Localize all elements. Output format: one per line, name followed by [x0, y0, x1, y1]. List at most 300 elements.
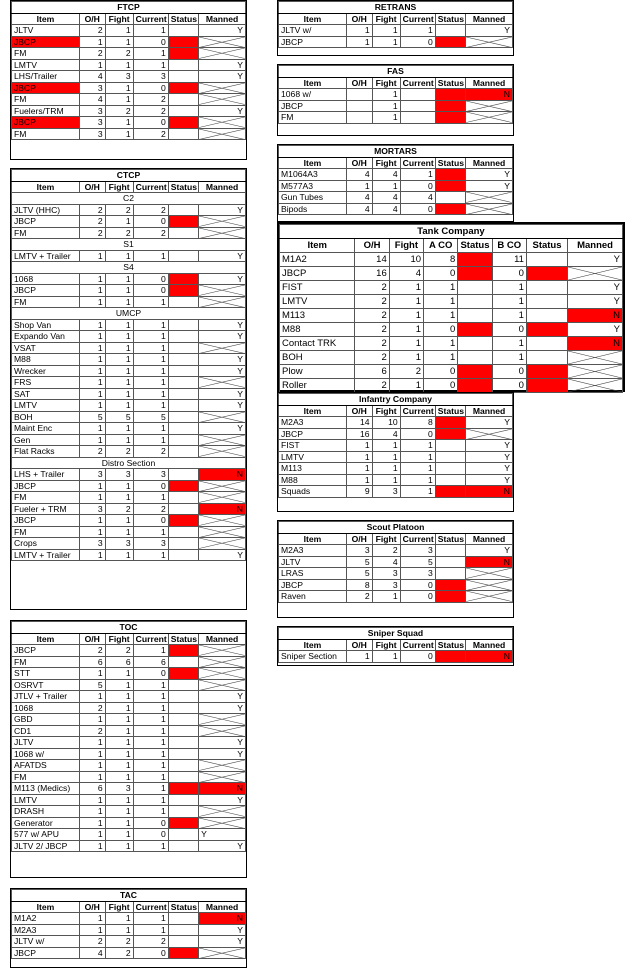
- manned-cell: Y: [199, 423, 246, 435]
- column-header-fight: Fight: [105, 633, 133, 645]
- item-cell: AFATDS: [12, 760, 80, 772]
- item-cell: Flat Racks: [12, 446, 80, 458]
- status-cell: [168, 319, 198, 331]
- current-cell: [400, 89, 435, 101]
- status-cell: [435, 25, 465, 37]
- manned-cell: [199, 526, 246, 538]
- fight-cell: 1: [105, 434, 133, 446]
- fight-cell: 1: [105, 924, 133, 936]
- bco-cell: 0: [492, 267, 526, 281]
- current-cell: 1: [133, 794, 168, 806]
- cross-out-icon: [466, 37, 512, 48]
- status-cell: [168, 82, 198, 94]
- aco-status-cell: [458, 295, 492, 309]
- table-row: [279, 591, 513, 603]
- manned-cell: [199, 227, 246, 239]
- item-cell: M1064A3: [279, 169, 347, 181]
- status-cell: [435, 545, 465, 557]
- current-cell: 1: [133, 725, 168, 737]
- status-cell: [168, 737, 198, 749]
- fight-cell: 1: [105, 771, 133, 783]
- bco-cell: 1: [492, 309, 526, 323]
- aco-cell: 1: [424, 309, 458, 323]
- bco-status-cell: [526, 365, 567, 379]
- cross-out-icon: [199, 515, 245, 526]
- current-cell: 2: [133, 105, 168, 117]
- manned-cell: Y: [199, 250, 246, 262]
- table-row: [279, 25, 513, 37]
- fight-cell: 1: [372, 180, 400, 192]
- current-cell: 5: [400, 556, 435, 568]
- cross-out-icon: [568, 267, 622, 280]
- oh-cell: 3: [79, 105, 105, 117]
- item-cell: FRS: [12, 377, 80, 389]
- oh-cell: 2: [355, 323, 389, 337]
- cross-out-icon: [199, 412, 245, 423]
- aco-status-cell: [458, 267, 492, 281]
- column-header-manned: Manned: [466, 533, 513, 545]
- status-cell: [168, 668, 198, 680]
- manned-cell: [466, 591, 513, 603]
- manned-cell: [199, 817, 246, 829]
- item-cell: Bipods: [279, 203, 347, 215]
- current-cell: 1: [133, 691, 168, 703]
- table-row: [280, 281, 623, 295]
- column-header-current: Current: [400, 533, 435, 545]
- current-cell: 1: [400, 451, 435, 463]
- title-row: [12, 170, 246, 182]
- column-header-item: Item: [279, 13, 347, 25]
- status-cell: [435, 440, 465, 452]
- table-row: [12, 342, 246, 354]
- status-cell: [168, 645, 198, 657]
- item-cell: Roller: [280, 379, 355, 393]
- manned-cell: Y: [199, 25, 246, 37]
- retrans-section: [277, 0, 514, 56]
- column-header-item: Item: [12, 633, 80, 645]
- table-row: [12, 771, 246, 783]
- oh-cell: 1: [79, 771, 105, 783]
- cross-out-icon: [199, 527, 245, 538]
- current-cell: 1: [133, 250, 168, 262]
- item-cell: 1068 w/: [279, 89, 347, 101]
- fight-cell: 1: [105, 725, 133, 737]
- subsection-row: [12, 262, 246, 274]
- oh-cell: 6: [355, 365, 389, 379]
- manned-cell: Y: [466, 474, 513, 486]
- current-cell: 0: [400, 591, 435, 603]
- status-cell: [168, 947, 198, 959]
- title-row: [279, 66, 513, 78]
- manned-cell: [466, 579, 513, 591]
- fas-section: [277, 64, 514, 136]
- oh-cell: 2: [355, 351, 389, 365]
- oh-cell: 1: [346, 180, 372, 192]
- bco-status-cell: [526, 267, 567, 281]
- status-cell: [168, 388, 198, 400]
- table-row: [12, 806, 246, 818]
- status-cell: [168, 679, 198, 691]
- manned-cell: N: [199, 783, 246, 795]
- manned-cell: [199, 377, 246, 389]
- manned-cell: [199, 725, 246, 737]
- column-header-current: Current: [133, 901, 168, 913]
- column-header-status: Status: [435, 13, 465, 25]
- fight-cell: 2: [105, 936, 133, 948]
- manned-cell: [199, 128, 246, 140]
- cross-out-icon: [199, 446, 245, 457]
- current-cell: 2: [133, 446, 168, 458]
- table-row: [12, 434, 246, 446]
- oh-cell: 2: [355, 379, 389, 393]
- table-row: [279, 180, 513, 192]
- status-cell: [435, 203, 465, 215]
- column-header-status: Status: [168, 13, 198, 25]
- fight-cell: 2: [372, 545, 400, 557]
- status-cell: [168, 691, 198, 703]
- cross-out-icon: [199, 216, 245, 227]
- bco-cell: 1: [492, 281, 526, 295]
- bco-status-cell: [526, 379, 567, 393]
- manned-cell: Y: [199, 105, 246, 117]
- table-row: [12, 296, 246, 308]
- bco-status-cell: [526, 281, 567, 295]
- status-cell: [168, 377, 198, 389]
- subsection-title: S1: [12, 239, 246, 251]
- item-cell: M113: [280, 309, 355, 323]
- oh-cell: 2: [79, 204, 105, 216]
- manned-cell: Y: [466, 169, 513, 181]
- bco-cell: 0: [492, 365, 526, 379]
- item-cell: M2A3: [12, 924, 80, 936]
- fight-cell: 1: [105, 331, 133, 343]
- current-cell: 1: [133, 342, 168, 354]
- section-title: TAC: [12, 890, 246, 902]
- current-cell: 1: [133, 434, 168, 446]
- current-cell: 0: [133, 668, 168, 680]
- manned-cell: N: [568, 309, 623, 323]
- status-cell: [168, 105, 198, 117]
- section-title: Tank Company: [280, 225, 623, 239]
- column-header-oh: O/H: [79, 181, 105, 193]
- fight-cell: 1: [372, 451, 400, 463]
- table-row: [12, 227, 246, 239]
- current-cell: 3: [133, 71, 168, 83]
- table-row: [12, 446, 246, 458]
- table-row: [12, 36, 246, 48]
- status-cell: [168, 411, 198, 423]
- item-cell: LMTV: [12, 59, 80, 71]
- status-cell: [168, 216, 198, 228]
- status-cell: [435, 100, 465, 112]
- oh-cell: 2: [346, 591, 372, 603]
- item-cell: FM: [12, 656, 80, 668]
- fight-cell: 3: [105, 71, 133, 83]
- current-cell: 0: [133, 216, 168, 228]
- item-cell: JBCP: [12, 36, 80, 48]
- item-cell: Expando Van: [12, 331, 80, 343]
- oh-cell: 1: [79, 794, 105, 806]
- fight-cell: 4: [372, 192, 400, 204]
- current-cell: 0: [400, 428, 435, 440]
- cross-out-icon: [466, 591, 512, 602]
- oh-cell: 2: [355, 281, 389, 295]
- header-row: [279, 157, 513, 169]
- column-header-current: Current: [133, 181, 168, 193]
- oh-cell: 4: [79, 94, 105, 106]
- item-cell: M113 (Medics): [12, 783, 80, 795]
- fight-cell: 3: [105, 538, 133, 550]
- cross-out-icon: [199, 806, 245, 817]
- item-cell: Plow: [280, 365, 355, 379]
- status-cell: [168, 771, 198, 783]
- sniper-squad-table: [278, 627, 513, 663]
- item-cell: BOH: [280, 351, 355, 365]
- table-row: [279, 556, 513, 568]
- aco-cell: 8: [424, 253, 458, 267]
- cross-out-icon: [199, 285, 245, 296]
- status-cell: [168, 446, 198, 458]
- item-cell: Raven: [279, 591, 347, 603]
- table-row: [12, 480, 246, 492]
- fight-cell: 1: [372, 591, 400, 603]
- item-cell: 1068: [12, 273, 80, 285]
- column-header-current: Current: [400, 405, 435, 417]
- column-header-status: Status: [435, 639, 465, 651]
- current-cell: 1: [400, 169, 435, 181]
- cross-out-icon: [466, 580, 512, 591]
- fight-cell: 1: [389, 337, 423, 351]
- table-row: [12, 25, 246, 37]
- column-header-fight: Fight: [389, 239, 423, 253]
- table-row: [280, 351, 623, 365]
- item-cell: Crops: [12, 538, 80, 550]
- fight-cell: 1: [105, 423, 133, 435]
- cross-out-icon: [199, 48, 245, 59]
- fight-cell: 1: [105, 549, 133, 561]
- column-header-item: Item: [279, 639, 347, 651]
- table-row: [279, 651, 513, 663]
- aco-status-cell: [458, 309, 492, 323]
- manned-cell: [199, 492, 246, 504]
- fight-cell: 1: [105, 737, 133, 749]
- oh-cell: 6: [79, 656, 105, 668]
- section-title: MORTARS: [279, 146, 513, 158]
- fight-cell: 1: [105, 82, 133, 94]
- status-cell: [168, 296, 198, 308]
- current-cell: 0: [400, 579, 435, 591]
- manned-cell: Y: [568, 323, 623, 337]
- item-cell: JTLV + Trailer: [12, 691, 80, 703]
- ftcp-section: [10, 0, 247, 160]
- item-cell: M88: [280, 323, 355, 337]
- oh-cell: 2: [79, 645, 105, 657]
- table-row: [12, 760, 246, 772]
- bco-status-cell: [526, 351, 567, 365]
- fas-table: [278, 65, 513, 124]
- item-cell: JLTV: [12, 737, 80, 749]
- manned-cell: Y: [199, 71, 246, 83]
- cross-out-icon: [199, 435, 245, 446]
- fight-cell: 1: [105, 94, 133, 106]
- fight-cell: 4: [389, 267, 423, 281]
- aco-cell: 0: [424, 323, 458, 337]
- fight-cell: 1: [105, 515, 133, 527]
- item-cell: JLTV w/: [12, 936, 80, 948]
- oh-cell: 1: [346, 25, 372, 37]
- table-row: [12, 947, 246, 959]
- table-row: [12, 503, 246, 515]
- item-cell: DRASH: [12, 806, 80, 818]
- column-header-fight: Fight: [372, 405, 400, 417]
- oh-cell: 3: [79, 82, 105, 94]
- current-cell: 1: [133, 331, 168, 343]
- manned-cell: [568, 267, 623, 281]
- current-cell: 1: [133, 737, 168, 749]
- column-header-status: Status: [435, 405, 465, 417]
- item-cell: BOH: [12, 411, 80, 423]
- table-row: [12, 725, 246, 737]
- item-cell: FM: [12, 296, 80, 308]
- fight-cell: 2: [105, 645, 133, 657]
- cross-out-icon: [199, 538, 245, 549]
- current-cell: 1: [133, 365, 168, 377]
- manned-cell: Y: [199, 924, 246, 936]
- manned-cell: [199, 760, 246, 772]
- column-header-manned: Manned: [199, 901, 246, 913]
- oh-cell: 1: [79, 549, 105, 561]
- table-row: [12, 71, 246, 83]
- cross-out-icon: [199, 117, 245, 128]
- table-row: [279, 545, 513, 557]
- oh-cell: 1: [79, 817, 105, 829]
- table-row: [12, 817, 246, 829]
- manned-cell: Y: [199, 691, 246, 703]
- cross-out-icon: [199, 83, 245, 94]
- current-cell: 1: [133, 492, 168, 504]
- section-title: FAS: [279, 66, 513, 78]
- oh-cell: 3: [346, 545, 372, 557]
- manned-cell: Y: [466, 417, 513, 429]
- table-row: [12, 82, 246, 94]
- table-row: [12, 840, 246, 852]
- status-cell: [168, 71, 198, 83]
- column-header-status: Status: [458, 239, 492, 253]
- fight-cell: 1: [372, 112, 400, 124]
- status-cell: [435, 474, 465, 486]
- title-row: [279, 628, 513, 640]
- table-row: [280, 323, 623, 337]
- manned-cell: Y: [199, 273, 246, 285]
- cross-out-icon: [199, 668, 245, 679]
- aco-status-cell: [458, 379, 492, 393]
- table-row: [12, 549, 246, 561]
- manned-cell: [199, 656, 246, 668]
- column-header-oh: O/H: [346, 77, 372, 89]
- item-cell: Gen: [12, 434, 80, 446]
- item-cell: SAT: [12, 388, 80, 400]
- status-cell: [435, 568, 465, 580]
- cross-out-icon: [466, 112, 512, 123]
- column-header-oh: O/H: [79, 633, 105, 645]
- oh-cell: 1: [79, 691, 105, 703]
- item-cell: JBCP: [12, 947, 80, 959]
- table-row: [279, 36, 513, 48]
- item-cell: JBCP: [279, 428, 347, 440]
- subsection-row: [12, 239, 246, 251]
- fight-cell: 1: [372, 89, 400, 101]
- fight-cell: 3: [105, 783, 133, 795]
- column-header-oh: O/H: [79, 13, 105, 25]
- fight-cell: 1: [105, 794, 133, 806]
- table-row: [280, 365, 623, 379]
- cross-out-icon: [199, 657, 245, 668]
- oh-cell: 1: [79, 331, 105, 343]
- fight-cell: 4: [372, 169, 400, 181]
- current-cell: 0: [400, 203, 435, 215]
- current-cell: 1: [400, 440, 435, 452]
- status-cell: [435, 579, 465, 591]
- item-cell: JLTV: [12, 25, 80, 37]
- item-cell: JBCP: [12, 480, 80, 492]
- cross-out-icon: [568, 351, 622, 364]
- aco-status-cell: [458, 281, 492, 295]
- status-cell: [168, 725, 198, 737]
- item-cell: JBCP: [12, 117, 80, 129]
- cross-out-icon: [199, 297, 245, 308]
- oh-cell: 2: [355, 295, 389, 309]
- cross-out-icon: [199, 228, 245, 239]
- status-cell: [435, 451, 465, 463]
- status-cell: [168, 526, 198, 538]
- table-row: [280, 337, 623, 351]
- table-row: [279, 112, 513, 124]
- aco-cell: 0: [424, 365, 458, 379]
- header-row: [12, 181, 246, 193]
- section-title: Sniper Squad: [279, 628, 513, 640]
- column-header-item: Item: [12, 901, 80, 913]
- table-row: [12, 204, 246, 216]
- column-header-item: Item: [280, 239, 355, 253]
- item-cell: JLTV w/: [279, 25, 347, 37]
- header-row: [279, 639, 513, 651]
- manned-cell: [199, 806, 246, 818]
- item-cell: 577 w/ APU: [12, 829, 80, 841]
- current-cell: 2: [133, 503, 168, 515]
- item-cell: Generator: [12, 817, 80, 829]
- table-row: [280, 253, 623, 267]
- column-header-fight: Fight: [372, 13, 400, 25]
- status-cell: [168, 250, 198, 262]
- item-cell: M88: [279, 474, 347, 486]
- status-cell: [168, 783, 198, 795]
- table-row: [280, 267, 623, 281]
- manned-cell: N: [466, 556, 513, 568]
- table-row: [279, 474, 513, 486]
- item-cell: Sniper Section: [279, 651, 347, 663]
- table-row: [12, 748, 246, 760]
- column-header-aco: A CO: [424, 239, 458, 253]
- column-header-manned: Manned: [466, 157, 513, 169]
- status-cell: [168, 515, 198, 527]
- manned-cell: [466, 112, 513, 124]
- item-cell: VSAT: [12, 342, 80, 354]
- oh-cell: 1: [79, 526, 105, 538]
- oh-cell: 1: [346, 651, 372, 663]
- fight-cell: 1: [372, 36, 400, 48]
- current-cell: 1: [400, 463, 435, 475]
- column-header-manned: Manned: [199, 633, 246, 645]
